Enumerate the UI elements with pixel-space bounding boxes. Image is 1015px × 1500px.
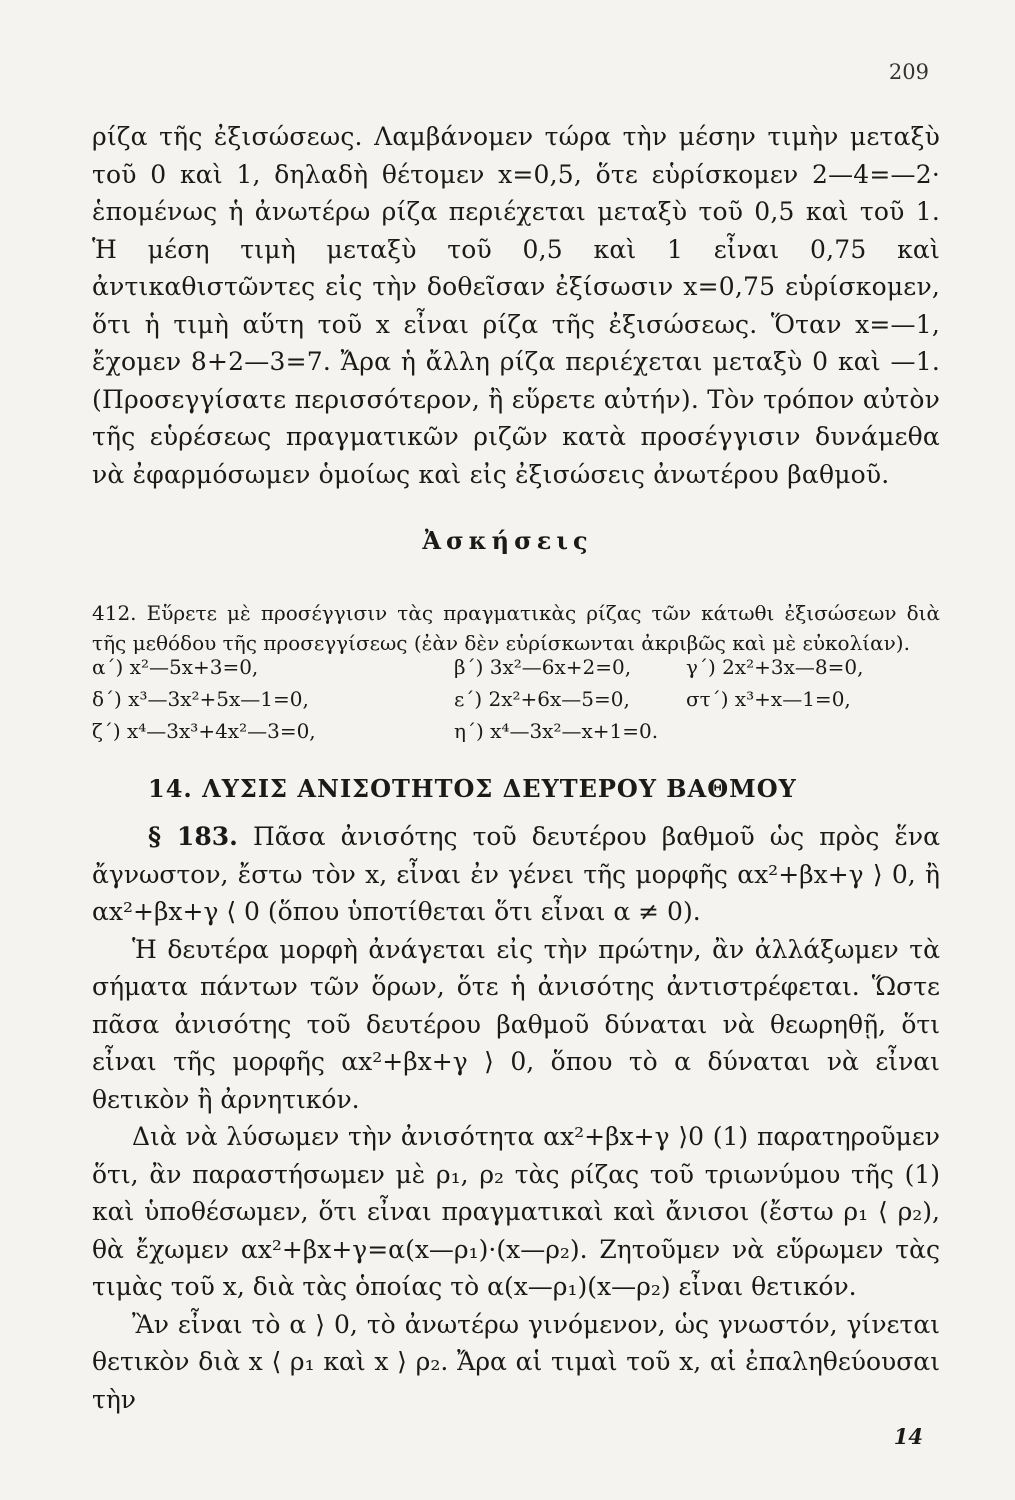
equation-a: α΄) x²—5x+3=0, xyxy=(92,655,259,679)
chapter-title: 14. ΛΥΣΙΣ ΑΝΙΣΟΤΗΤΟΣ ΔΕΥΤΕΡΟΥ ΒΑΘΜΟΥ xyxy=(148,774,797,803)
equation-row xyxy=(92,715,940,747)
section-paragraph-3: Διὰ νὰ λύσωμεν τὴν ἀνισότητα αx²+βx+γ ⟩0 (1) παρατηροῦμεν ὅτι, ἂν παραστήσωμεν μὲ ρ₁, ρ₂ τὰς ρίζας τοῦ τριωνύμου τῆς (1) καὶ ὑποθέσωμεν, ὅτι εἶναι πραγματικαὶ καὶ ἄνισοι (ἔστω ρ₁ ⟨ ρ₂), θὰ ἔχωμεν αx²+βx+γ=α(x—ρ₁)·(x—ρ₂). Ζητοῦμεν νὰ εὕρωμεν τὰς τιμὰς τοῦ x, διὰ τὰς ὁποίας τὸ α(x—ρ₁)(x—ρ₂) εἶναι θετικόν. xyxy=(92,1122,940,1301)
section-number: § 183. xyxy=(148,822,238,851)
equation-d: δ΄) x³—3x²+5x—1=0, xyxy=(92,687,309,711)
equation-row xyxy=(92,683,940,715)
section-paragraph-1: Πᾶσα ἀνισότης τοῦ δευτέρου βαθμοῦ ὡς πρὸς ἕνα ἄγνωστον, ἔστω τὸν x, εἶναι ἐν γένει τῆς μορφῆς αx²+βx+γ ⟩ 0, ἢ αx²+βx+γ ⟨ 0 (ὅπου ὑποτίθεται ὅτι εἶναι α ≠ 0). xyxy=(92,822,941,926)
section-paragraph-2: Ἡ δευτέρα μορφὴ ἀνάγεται εἰς τὴν πρώτην, ἂν ἀλλάξωμεν τὰ σήματα πάντων τῶν ὅρων, ὅτε ἡ ἀνισότης ἀντιστρέφεται. Ὥστε πᾶσα ἀνισότης τοῦ δευτέρου βαθμοῦ δύναται νὰ θεωρηθῇ, ὅτι εἶναι τῆς μορφῆς αx²+βx+γ ⟩ 0, ὅπου τὸ α δύναται νὰ εἶναι θετικὸν ἢ ἀρνητικόν. xyxy=(92,934,940,1114)
equation-st: στ΄) x³+x—1=0, xyxy=(686,687,851,711)
exercise-412-text: 412. Εὕρετε μὲ προσέγγισιν τὰς πραγματικὰς ρίζας τῶν κάτωθι ἐξισώσεων διὰ τῆς μεθόδου τῆς προσεγγίσεως (ἐὰν δὲν εὑρίσκωνται ἀκριβῶς καὶ μὲ εὐκολίαν). xyxy=(92,601,940,655)
section-183 xyxy=(92,818,940,1418)
exercises-heading: Ἀσκήσεις xyxy=(422,526,593,555)
equation-b: β΄) 3x²—6x+2=0, xyxy=(454,655,632,679)
section-paragraph-4: Ἂν εἶναι τὸ α ⟩ 0, τὸ ἀνωτέρω γινόμενον, ὡς γνωστόν, γίνεται θετικὸν διὰ x ⟨ ρ₁ καὶ x ⟩ ρ₂. Ἄρα αἱ τιμαὶ τοῦ x, αἱ ἐπαληθεύουσαι τὴν xyxy=(92,1309,940,1414)
equation-e: ε΄) 2x²+6x—5=0, xyxy=(454,687,630,711)
page-number: 209 xyxy=(888,60,929,84)
chapter-mark: 14 xyxy=(893,1424,923,1449)
exercise-equations xyxy=(92,651,940,747)
section-paragraph xyxy=(92,818,940,931)
equation-row xyxy=(92,651,940,683)
equation-z: ζ΄) x⁴—3x³+4x²—3=0, xyxy=(92,719,316,743)
equation-c: γ΄) 2x²+3x—8=0, xyxy=(686,655,864,679)
intro-paragraph: ρίζα τῆς ἐξισώσεως. Λαμβάνομεν τώρα τὴν μέσην τιμὴν μεταξὺ τοῦ 0 καὶ 1, δηλαδὴ θέτομεν x=0,5, ὅτε εὑρίσκομεν 2—4=—2· ἑπομένως ἡ ἀνωτέρω ρίζα περιέχεται μεταξὺ τοῦ 0,5 καὶ τοῦ 1. Ἡ μέση τιμὴ μεταξὺ τοῦ 0,5 καὶ 1 εἶναι 0,75 καὶ ἀντικαθιστῶντες εἰς τὴν δοθεῖσαν ἐξίσωσιν x=0,75 εὑρίσκομεν, ὅτι ἡ τιμὴ αὕτη τοῦ x εἶναι ρίζα τῆς ἐξισώσεως. Ὅταν x=—1, ἔχομεν 8+2—3=7. Ἄρα ἡ ἄλλη ρίζα περιέχεται μεταξὺ 0 καὶ —1. (Προσεγγίσατε περισσότερον, ἢ εὕρετε αὐτήν). Τὸν τρόπον αὐτὸν τῆς εὑρέσεως πραγματικῶν ριζῶν κατὰ προσέγγισιν δυνάμεθα νὰ ἐφαρμόσωμεν ὁμοίως καὶ εἰς ἐξισώσεις ἀνωτέρου βαθμοῦ. xyxy=(92,122,940,489)
equation-h: η΄) x⁴—3x²—x+1=0. xyxy=(454,719,659,743)
